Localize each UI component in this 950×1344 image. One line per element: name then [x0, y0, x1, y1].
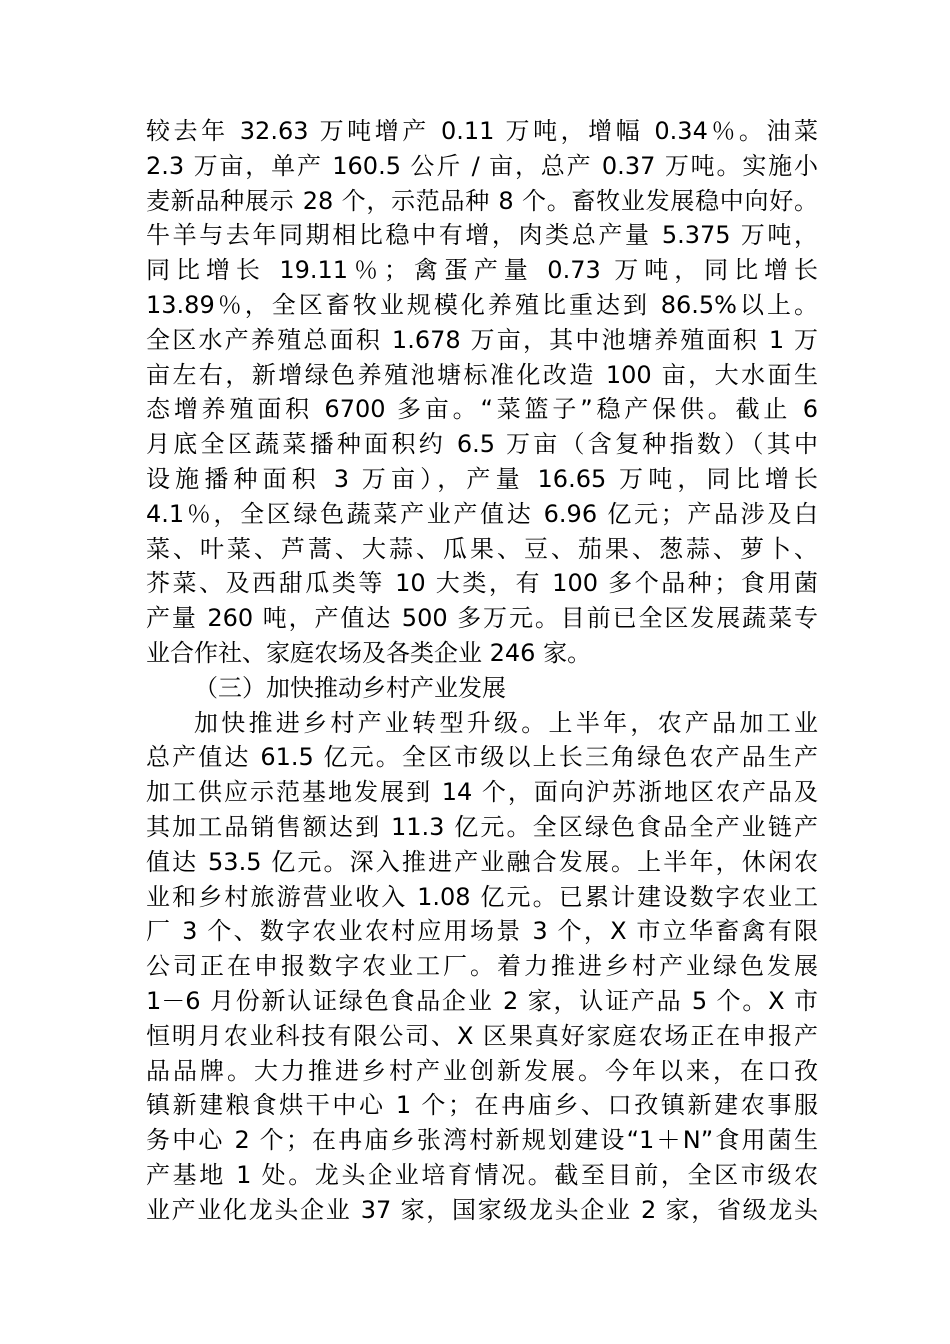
text-line: 麦新品种展示 28 个，示范品种 8 个。畜牧业发展稳中向好。	[146, 186, 818, 215]
text-line: 态增养殖面积 6700 多亩。“菜篮子”稳产保供。截止 6	[146, 395, 818, 424]
text-line: 同比增长 19.11％；禽蛋产量 0.73 万吨，同比增长	[146, 256, 818, 285]
text-line: 业产业化龙头企业 37 家，国家级龙头企业 2 家，省级龙头	[146, 1195, 818, 1224]
text-line: 芥菜、及西甜瓜类等 10 大类，有 100 多个品种；食用菌	[146, 569, 818, 598]
text-line: 其加工品销售额达到 11.3 亿元。全区绿色食品全产业链产	[146, 812, 818, 841]
text-line: 加快推进乡村产业转型升级。上半年，农产品加工业	[194, 708, 818, 737]
text-line: 月底全区蔬菜播种面积约 6.5 万亩（含复种指数）（其中	[146, 430, 818, 459]
section-heading: （三）加快推动乡村产业发展	[194, 673, 506, 702]
text-line: 全区水产养殖总面积 1.678 万亩，其中池塘养殖面积 1 万	[146, 325, 818, 354]
text-line: 值达 53.5 亿元。深入推进产业融合发展。上半年，休闲农	[146, 847, 818, 876]
text-line: 1－6 月份新认证绿色食品企业 2 家，认证产品 5 个。X 市	[146, 986, 818, 1015]
text-line: 恒明月农业科技有限公司、X 区果真好家庭农场正在申报产	[146, 1021, 818, 1050]
text-line: 13.89％，全区畜牧业规模化养殖比重达到 86.5%以上。	[146, 290, 818, 319]
text-line: 牛羊与去年同期相比稳中有增，肉类总产量 5.375 万吨，	[146, 221, 818, 250]
text-line: 亩左右，新增绿色养殖池塘标准化改造 100 亩，大水面生	[146, 360, 818, 389]
text-line: 产量 260 吨，产值达 500 多万元。目前已全区发展蔬菜专	[146, 604, 818, 633]
text-line: 加工供应示范基地发展到 14 个，面向沪苏浙地区农产品及	[146, 778, 818, 807]
text-line: 业和乡村旅游营业收入 1.08 亿元。已累计建设数字农业工	[146, 882, 818, 911]
text-line: 务中心 2 个；在冉庙乡张湾村新规划建设“1＋N”食用菌生	[146, 1126, 818, 1155]
text-line: 2.3 万亩，单产 160.5 公斤 / 亩，总产 0.37 万吨。实施小	[146, 151, 818, 180]
text-line: 业合作社、家庭农场及各类企业 246 家。	[146, 638, 592, 667]
text-line: 品品牌。大力推进乡村产业创新发展。今年以来，在口孜	[146, 1056, 818, 1085]
document-body	[146, 114, 818, 1228]
text-line: 4.1％，全区绿色蔬菜产业产值达 6.96 亿元；产品涉及白	[146, 499, 818, 528]
text-line: 产基地 1 处。龙头企业培育情况。截至目前，全区市级农	[146, 1160, 818, 1189]
text-line: 镇新建粮食烘干中心 1 个；在冉庙乡、口孜镇新建农事服	[146, 1091, 818, 1120]
text-line: 设施播种面积 3 万亩），产量 16.65 万吨，同比增长	[146, 464, 818, 493]
text-line: 较去年 32.63 万吨增产 0.11 万吨，增幅 0.34％。油菜	[146, 117, 818, 145]
text-line: 菜、叶菜、芦蒿、大蒜、瓜果、豆、茄果、葱蒜、萝卜、	[146, 534, 818, 563]
text-line: 总产值达 61.5 亿元。全区市级以上长三角绿色农产品生产	[146, 743, 818, 772]
text-line: 厂 3 个、数字农业农村应用场景 3 个，X 市立华畜禽有限	[146, 917, 818, 946]
text-line: 公司正在申报数字农业工厂。着力推进乡村产业绿色发展	[146, 952, 818, 981]
